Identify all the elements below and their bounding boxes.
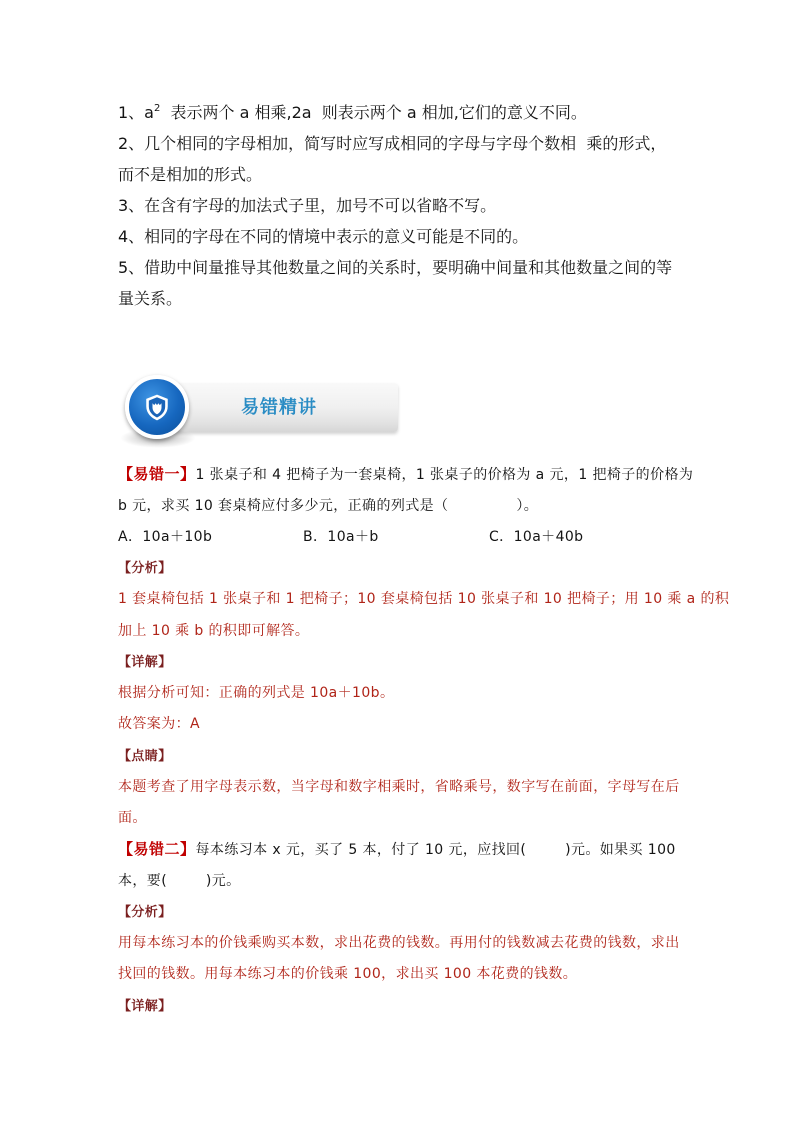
key-point-4: 4、相同的字母在不同的情境中表示的意义可能是不同的。 (118, 226, 529, 246)
key-point-1-prefix: 1、a (118, 102, 154, 122)
shield-icon (144, 393, 170, 422)
error-2-detail-label: 【详解】 (118, 998, 172, 1014)
error-1-label: 【易错一】 (118, 465, 196, 484)
error-2-analysis-line-1: 用每本练习本的价钱乘购买本数，求出花费的钱数。再用付的钱数减去花费的钱数，求出 (118, 935, 680, 952)
error-1-question-line-2: b 元，求买 10 套桌椅应付多少元，正确的列式是（ ）。 (118, 497, 539, 514)
error-1-detail-label: 【详解】 (118, 654, 172, 670)
error-2-label: 【易错二】 (118, 840, 196, 859)
error-1-analysis-line-1: 1 套桌椅包括 1 张桌子和 1 把椅子；10 套桌椅包括 10 张桌子和 10 把椅子；用 10 乘 a 的积 (118, 591, 730, 608)
error-1-options (118, 522, 729, 553)
banner-title: 易错精讲 (241, 397, 317, 418)
error-1-tip-line-1: 本题考查了用字母表示数，当字母和数字相乘时，省略乘号，数字写在前面，字母写在后 (118, 778, 680, 795)
option-b: B．10a＋b (303, 528, 379, 545)
key-point-2: 2、几个相同的字母相加，简写时应写成相同的字母与字母个数相 乘的形式， (118, 133, 667, 153)
error-1-tip-line-2: 面。 (118, 810, 147, 827)
error-1-detail-line-1: 根据分析可知：正确的列式是 10a＋10b。 (118, 685, 395, 702)
key-point-5-continued: 量关系。 (118, 288, 183, 308)
option-c: C．10a＋40b (489, 528, 584, 545)
error-1-question (118, 459, 729, 490)
key-point-2-continued: 而不是相加的形式。 (118, 164, 263, 184)
error-1-detail-line-2: 故答案为：A (118, 716, 200, 733)
error-2-analysis-line-2: 找回的钱数。用每本练习本的价钱乘 100，求出买 100 本花费的钱数。 (118, 966, 578, 983)
error-2-question-line-1: 每本练习本 x 元，买了 5 本，付了 10 元，应找回( )元。如果买 100 (195, 842, 676, 859)
key-point-1 (118, 97, 672, 128)
error-1-analysis-label: 【分析】 (118, 561, 172, 577)
error-2-analysis-label: 【分析】 (118, 904, 172, 920)
key-points-list (118, 97, 672, 314)
error-1-question-line-1: 1 张桌子和 4 把椅子为一套桌椅，1 张桌子的价格为 a 元，1 把椅子的价格为 (195, 467, 694, 484)
key-point-3: 3、在含有字母的加法式子里，加号不可以省略不写。 (118, 195, 497, 215)
key-point-5: 5、借助中间量推导其他数量之间的关系时，要明确中间量和其他数量之间的等 (118, 257, 673, 277)
error-2-question-line-2: 本，要( )元。 (118, 872, 241, 889)
option-a: A．10a＋10b (118, 528, 213, 545)
error-explanations (118, 459, 729, 1022)
key-point-1-superscript: 2 (154, 102, 161, 114)
key-point-1-text: 表示两个 a 相乘,2a 则表示两个 a 相加,它们的意义不同。 (160, 102, 587, 122)
error-1-analysis-line-2: 加上 10 乘 b 的积即可解答。 (118, 622, 310, 639)
banner-badge (125, 375, 189, 439)
error-2-question (118, 834, 729, 865)
error-1-tip-label: 【点睛】 (118, 748, 172, 764)
